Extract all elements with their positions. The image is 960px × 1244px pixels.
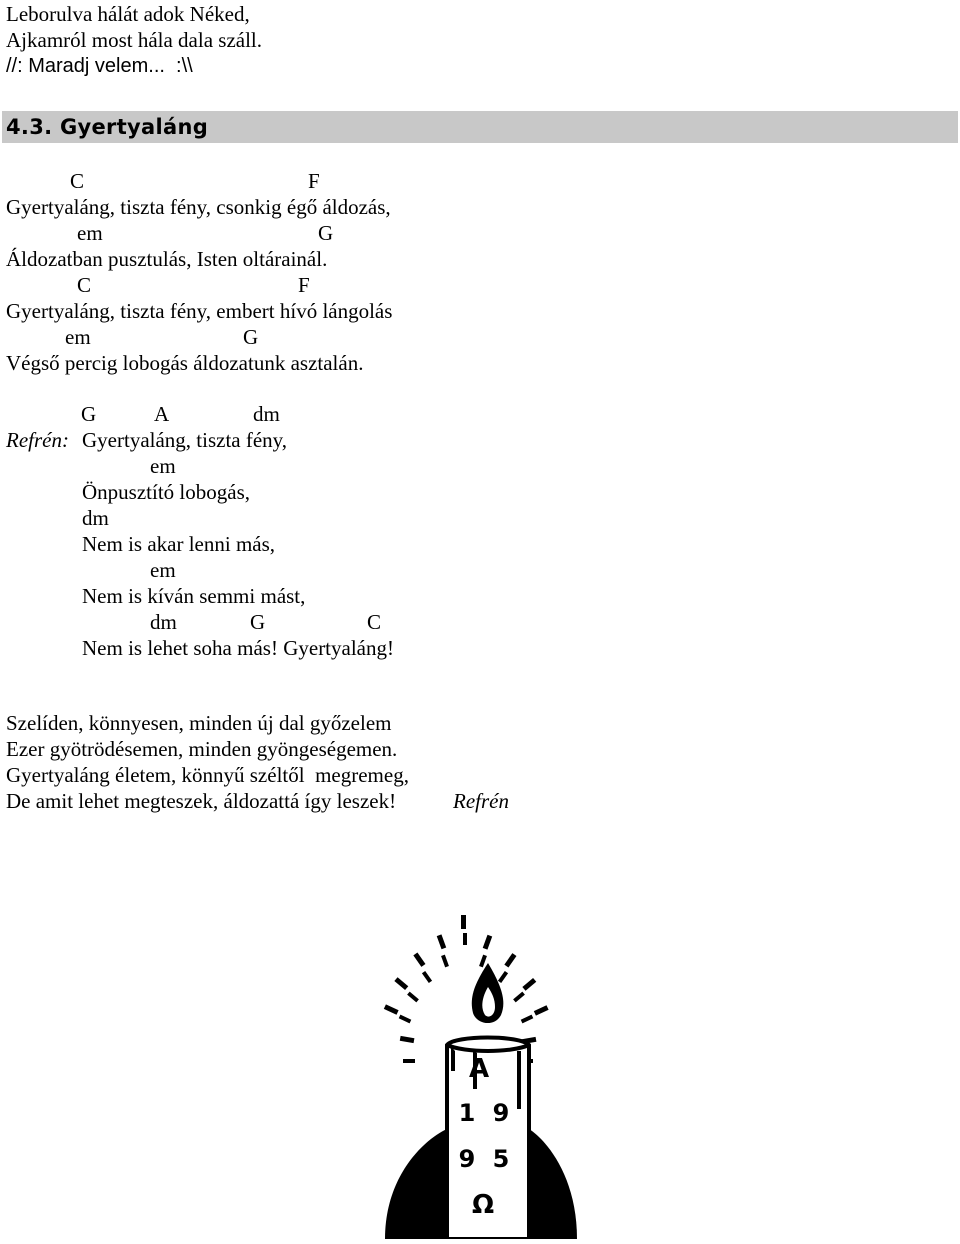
candle-illustration — [355, 895, 607, 1239]
chord: dm — [150, 610, 177, 634]
candle-icon — [355, 895, 607, 1239]
candle-stand-left — [385, 1129, 447, 1239]
lyric-line: Gyertyaláng életem, könnyű széltől megremeg, — [6, 763, 409, 787]
wax-drip — [451, 1047, 455, 1071]
lyric-line: Áldozatban pusztulás, Isten oltárainál. — [6, 247, 328, 271]
candle-letter-a: A — [468, 1054, 490, 1084]
candle-stand-right — [529, 1129, 577, 1239]
chord: em — [150, 558, 176, 582]
intro-line-1: Leborulva hálát adok Néked, — [6, 2, 250, 26]
lyric-line: Gyertyaláng, tiszta fény, embert hívó lángolás — [6, 299, 393, 323]
refrain-reference: Refrén — [453, 789, 509, 813]
chord: em — [77, 221, 103, 245]
refrain-label: Refrén: — [6, 428, 69, 452]
candle-digit: 9 — [458, 1145, 476, 1173]
lyric-line: Gyertyaláng, tiszta fény, — [82, 428, 288, 452]
chord: G — [250, 610, 266, 634]
section-heading-bar — [2, 111, 958, 143]
lyric-line: Önpusztító lobogás, — [82, 480, 250, 504]
wax-drip — [517, 1051, 521, 1109]
lyric-line: De amit lehet megteszek, áldozattá így leszek! — [6, 789, 397, 813]
chord: C — [367, 610, 382, 634]
chord: C — [77, 273, 92, 297]
chord: em — [150, 454, 176, 478]
intro-line-3: //: Maradj velem... :\\ — [6, 55, 193, 77]
chord: A — [154, 402, 170, 426]
lyric-line: Nem is kíván semmi mást, — [82, 584, 306, 608]
candle-digit: 9 — [492, 1099, 510, 1127]
chord: C — [70, 169, 85, 193]
lyric-line: Végső percig lobogás áldozatunk asztalán. — [6, 351, 364, 375]
chord: em — [65, 325, 91, 349]
chord: dm — [253, 402, 280, 426]
chord: G — [243, 325, 259, 349]
lyric-line: Ezer gyötrödésemen, minden gyöngeségemen. — [6, 737, 398, 761]
chord: G — [81, 402, 97, 426]
chord: F — [308, 169, 320, 193]
candle-omega: Ω — [471, 1190, 495, 1220]
chord: G — [318, 221, 334, 245]
candle-digit: 5 — [492, 1145, 510, 1173]
lyric-line: Nem is lehet soha más! Gyertyaláng! — [82, 636, 394, 660]
section-title: 4.3. Gyertyaláng — [6, 115, 209, 139]
candle-digit: 1 — [458, 1099, 476, 1127]
lyric-line: Szelíden, könnyesen, minden új dal győzelem — [6, 711, 392, 735]
lyric-line: Nem is akar lenni más, — [82, 532, 276, 556]
intro-line-2: Ajkamról most hála dala száll. — [6, 28, 263, 52]
lyric-line: Gyertyaláng, tiszta fény, csonkig égő áldozás, — [6, 195, 391, 219]
chord: dm — [82, 506, 109, 530]
chord: F — [298, 273, 310, 297]
